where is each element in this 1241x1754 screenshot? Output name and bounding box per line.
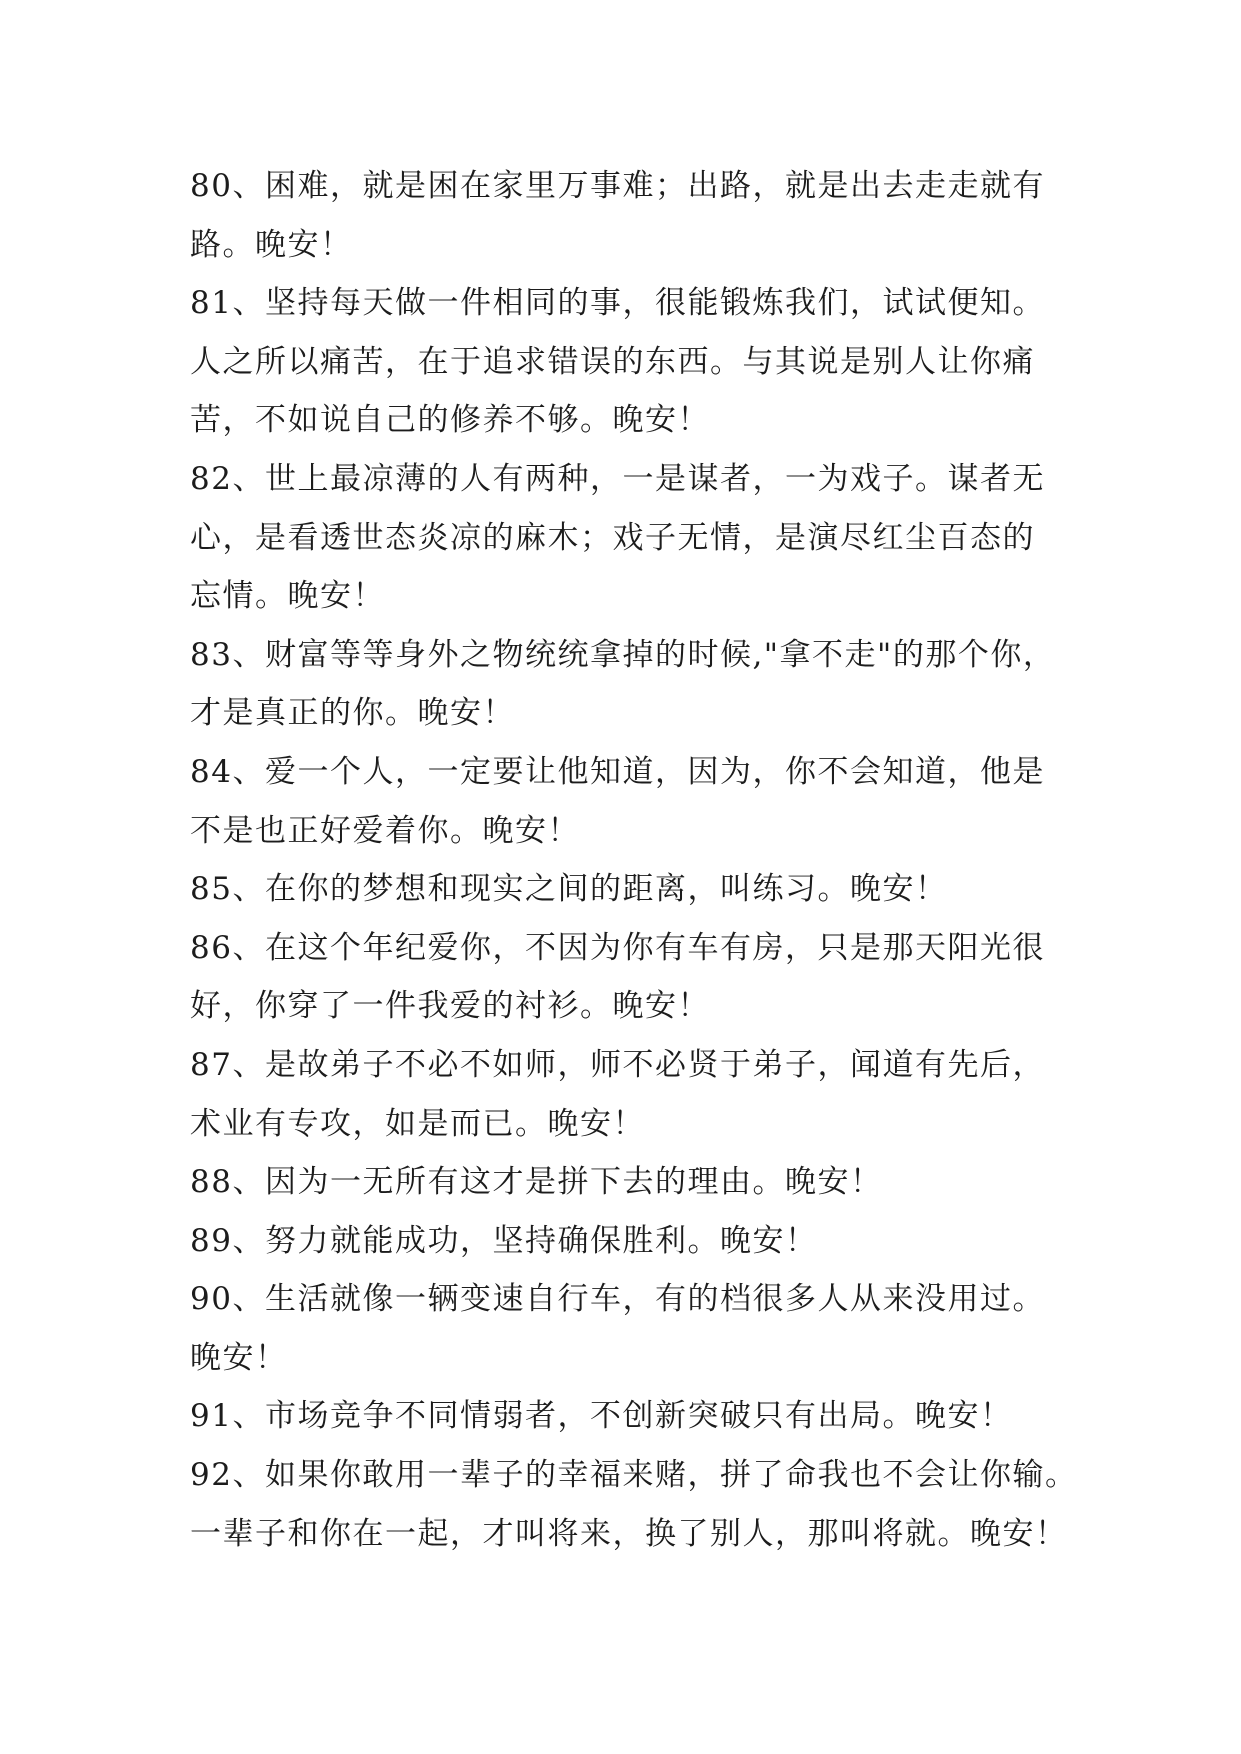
text-line: 不是也正好爱着你。晚安！ (190, 812, 580, 849)
text-line: 89、努力就能成功，坚持确保胜利。晚安！ (190, 1222, 818, 1259)
text-line: 81、坚持每天做一件相同的事，很能锻炼我们，试试便知。 (190, 285, 1045, 322)
text-line: 87、是故弟子不必不如师，师不必贤于弟子，闻道有先后， (190, 1046, 1045, 1083)
text-line: 忘情。晚安！ (190, 578, 385, 615)
text-line: 一辈子和你在一起，才叫将来，换了别人，那叫将就。晚安！ (190, 1515, 1068, 1552)
text-line: 苦，不如说自己的修养不够。晚安！ (190, 402, 710, 439)
text-line: 才是真正的你。晚安！ (190, 695, 515, 732)
text-line: 86、在这个年纪爱你，不因为你有车有房，只是那天阳光很 (190, 929, 1045, 966)
text-line: 88、因为一无所有这才是拼下去的理由。晚安！ (190, 1164, 883, 1201)
text-line: 晚安！ (190, 1339, 288, 1376)
text-line: 84、爱一个人，一定要让他知道，因为，你不会知道，他是 (190, 753, 1045, 790)
text-line: 术业有专攻，如是而已。晚安！ (190, 1105, 645, 1142)
text-line: 人之所以痛苦，在于追求错误的东西。与其说是别人让你痛 (190, 343, 1035, 380)
text-line: 路。晚安！ (190, 226, 353, 263)
body-text (190, 157, 1150, 1563)
text-line: 83、财富等等身外之物统统拿掉的时候,"拿不走"的那个你， (190, 636, 1056, 673)
text-line: 82、世上最凉薄的人有两种，一是谋者，一为戏子。谋者无 (190, 460, 1045, 497)
text-line: 好，你穿了一件我爱的衬衫。晚安！ (190, 988, 710, 1025)
text-line: 心，是看透世态炎凉的麻木；戏子无情，是演尽红尘百态的 (190, 519, 1035, 556)
text-line: 80、困难，就是困在家里万事难；出路，就是出去走走就有 (190, 168, 1045, 204)
text-line: 85、在你的梦想和现实之间的距离，叫练习。晚安！ (190, 871, 948, 908)
text-line: 90、生活就像一辆变速自行车，有的档很多人从来没用过。 (190, 1281, 1045, 1318)
text-line: 91、市场竞争不同情弱者，不创新突破只有出局。晚安！ (190, 1398, 1013, 1435)
text-line: 92、如果你敢用一辈子的幸福来赌，拼了命我也不会让你输。 (190, 1457, 1078, 1494)
